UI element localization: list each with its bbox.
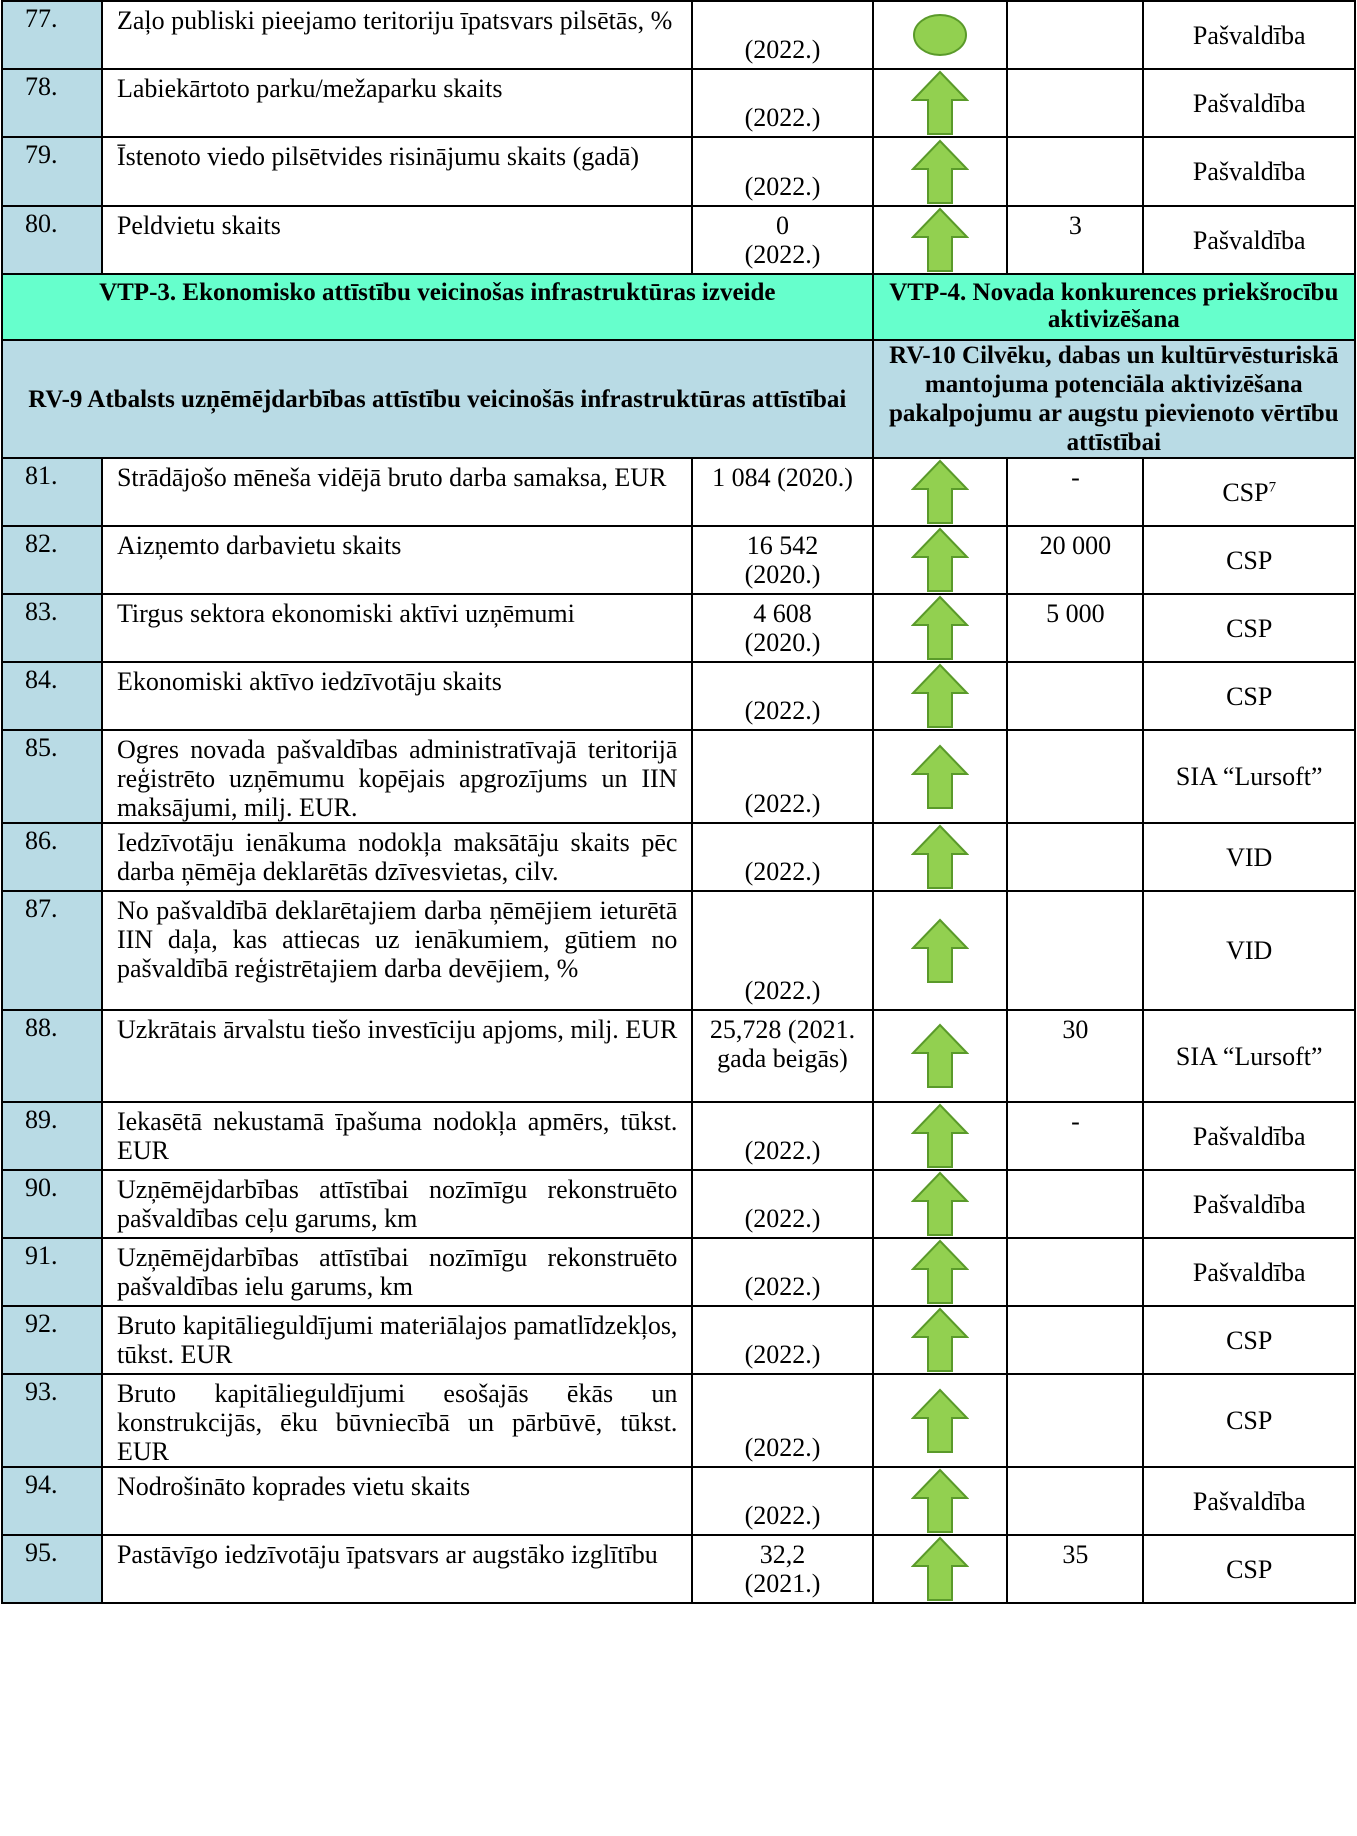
table-row bbox=[2, 206, 1355, 274]
row-number: 84. bbox=[2, 662, 102, 730]
indicator-name: Iedzīvotāju ienākuma nodokļa maksātāju skaits pēc darba ņēmēja deklarētās dzīvesvietas, cilv. bbox=[102, 823, 692, 891]
baseline-year: (2022.) bbox=[744, 789, 821, 818]
baseline-cell bbox=[692, 823, 872, 891]
target-value bbox=[1007, 1238, 1143, 1306]
indicator-name: Nodrošināto koprades vietu skaits bbox=[102, 1467, 692, 1535]
row-number: 82. bbox=[2, 526, 102, 594]
data-source-label: SIA “Lursoft” bbox=[1175, 762, 1323, 791]
table-row bbox=[2, 1306, 1355, 1374]
baseline-year: (2022.) bbox=[744, 1204, 821, 1233]
data-source-label: Pašvaldība bbox=[1192, 157, 1306, 186]
baseline-cell bbox=[692, 69, 872, 137]
arrow-up-icon bbox=[873, 1238, 1008, 1306]
row-number: 79. bbox=[2, 137, 102, 206]
data-source bbox=[1143, 1, 1355, 69]
indicator-name: Strādājošo mēneša vidējā bruto darba samaksa, EUR bbox=[102, 458, 692, 526]
baseline-year: (2022.) bbox=[744, 1501, 821, 1530]
vtp3-heading: VTP-3. Ekonomisko attīstību veicinošas infrastruktūras izveide bbox=[2, 274, 873, 340]
table-row bbox=[2, 1467, 1355, 1535]
data-source bbox=[1143, 69, 1355, 137]
row-number: 83. bbox=[2, 594, 102, 662]
indicator-name: Peldvietu skaits bbox=[102, 206, 692, 274]
baseline-year: (2022.) bbox=[744, 172, 821, 201]
indicator-name: Bruto kapitālieguldījumi materiālajos pamatlīdzekļos, tūkst. EUR bbox=[102, 1306, 692, 1374]
indicator-name: Īstenoto viedo pilsētvides risinājumu skaits (gadā) bbox=[102, 137, 692, 206]
arrow-up-icon bbox=[873, 137, 1008, 206]
arrow-up-icon bbox=[873, 69, 1008, 137]
baseline-year: (2022.) bbox=[744, 1136, 821, 1165]
baseline-value: 0 bbox=[776, 211, 790, 240]
row-number: 87. bbox=[2, 891, 102, 1010]
row-number: 85. bbox=[2, 730, 102, 823]
data-source bbox=[1143, 1467, 1355, 1535]
table-row bbox=[2, 1535, 1355, 1603]
table-row bbox=[2, 662, 1355, 730]
data-source bbox=[1143, 662, 1355, 730]
data-source-label: VID bbox=[1226, 936, 1273, 965]
baseline-year: (2022.) bbox=[744, 976, 821, 1005]
stable-circle-icon bbox=[873, 1, 1008, 69]
indicators-table bbox=[1, 0, 1356, 1604]
target-value bbox=[1007, 1170, 1143, 1238]
arrow-up-icon bbox=[873, 1306, 1008, 1374]
data-source-label: Pašvaldība bbox=[1192, 1189, 1306, 1219]
data-source bbox=[1143, 206, 1355, 274]
row-number: 80. bbox=[2, 206, 102, 274]
baseline-value: 4 608 bbox=[753, 599, 812, 628]
baseline-cell bbox=[692, 730, 872, 823]
data-source bbox=[1143, 458, 1355, 526]
indicator-name: Zaļo publiski pieejamo teritoriju īpatsvars pilsētās, % bbox=[102, 1, 692, 69]
target-value: 35 bbox=[1007, 1535, 1143, 1603]
baseline-year: (2020.) bbox=[744, 560, 821, 589]
table-row bbox=[2, 1, 1355, 69]
baseline-year: (2022.) bbox=[744, 857, 821, 886]
baseline-cell bbox=[692, 662, 872, 730]
indicator-name: No pašvaldībā deklarētajiem darba ņēmējiem ieturētā IIN daļa, kas attiecas uz ienākumiem, gūtiem no pašvaldībā reģistrētajiem darba devējiem, % bbox=[102, 891, 692, 1010]
table-row bbox=[2, 891, 1355, 1010]
row-number: 77. bbox=[2, 1, 102, 69]
baseline-year: (2022.) bbox=[744, 103, 821, 132]
row-number: 95. bbox=[2, 1535, 102, 1603]
baseline-year: (2022.) bbox=[744, 696, 821, 725]
target-value bbox=[1007, 1, 1143, 69]
target-value bbox=[1007, 137, 1143, 206]
arrow-up-icon bbox=[873, 206, 1008, 274]
rv9-heading: RV-9 Atbalsts uzņēmējdarbības attīstību veicinošās infrastruktūras attīstībai bbox=[2, 340, 873, 458]
baseline-value bbox=[693, 1171, 871, 1175]
data-source-label: CSP bbox=[1226, 1554, 1273, 1584]
table-row bbox=[2, 1170, 1355, 1238]
table-row bbox=[2, 526, 1355, 594]
data-source-label: Pašvaldība bbox=[1192, 1121, 1306, 1151]
target-value: 20 000 bbox=[1007, 526, 1143, 594]
target-value: - bbox=[1007, 458, 1143, 526]
baseline-value bbox=[693, 1103, 871, 1107]
arrow-up-icon bbox=[873, 662, 1008, 730]
indicator-name: Pastāvīgo iedzīvotāju īpatsvars ar augstāko izglītību bbox=[102, 1535, 692, 1603]
baseline-cell bbox=[692, 594, 872, 662]
indicator-name: Ogres novada pašvaldības administratīvajā teritorijā reģistrēto uzņēmumu kopējais apgrozījums un IIN maksājumi, milj. EUR. bbox=[102, 730, 692, 823]
table-row bbox=[2, 1374, 1355, 1467]
table-row bbox=[2, 823, 1355, 891]
target-value bbox=[1007, 891, 1143, 1010]
indicator-name: Tirgus sektora ekonomiski aktīvi uzņēmumi bbox=[102, 594, 692, 662]
data-source-label: CSP bbox=[1226, 613, 1273, 643]
baseline-cell bbox=[692, 891, 872, 1010]
baseline-value bbox=[693, 70, 871, 74]
arrow-up-icon bbox=[873, 1102, 1008, 1170]
indicator-name: Ekonomiski aktīvo iedzīvotāju skaits bbox=[102, 662, 692, 730]
target-value bbox=[1007, 730, 1143, 823]
baseline-value: 32,2 bbox=[759, 1540, 806, 1569]
baseline-value bbox=[693, 138, 871, 142]
baseline-value: 16 542 bbox=[746, 531, 819, 560]
row-number: 88. bbox=[2, 1010, 102, 1102]
data-source bbox=[1143, 526, 1355, 594]
row-number: 93. bbox=[2, 1374, 102, 1467]
baseline-value bbox=[693, 1468, 871, 1472]
baseline-cell bbox=[692, 458, 872, 526]
baseline-year: (2022.) bbox=[744, 1433, 821, 1462]
baseline-value bbox=[693, 1307, 871, 1311]
row-number: 92. bbox=[2, 1306, 102, 1374]
data-source-label: CSP bbox=[1226, 1406, 1273, 1435]
row-number: 81. bbox=[2, 458, 102, 526]
baseline-cell bbox=[692, 1374, 872, 1467]
table-row bbox=[2, 137, 1355, 206]
arrow-up-icon bbox=[873, 823, 1008, 891]
arrow-up-icon bbox=[873, 1010, 1008, 1102]
arrow-up-icon bbox=[873, 730, 1008, 823]
baseline-value: 25,728 (2021. gada beigās) bbox=[709, 1015, 856, 1073]
data-source bbox=[1143, 823, 1355, 891]
data-source bbox=[1143, 1238, 1355, 1306]
baseline-value bbox=[693, 663, 871, 667]
baseline-year: (2020.) bbox=[744, 628, 821, 657]
indicator-name: Uzkrātais ārvalstu tiešo investīciju apjoms, milj. EUR bbox=[102, 1010, 692, 1102]
table-row bbox=[2, 594, 1355, 662]
data-source-label: Pašvaldība bbox=[1192, 1257, 1306, 1287]
arrow-up-icon bbox=[873, 526, 1008, 594]
baseline-value bbox=[693, 824, 871, 828]
baseline-cell bbox=[692, 206, 872, 274]
baseline-year: (2022.) bbox=[744, 1340, 821, 1369]
table-row bbox=[2, 1010, 1355, 1102]
indicator-name: Iekasētā nekustamā īpašuma nodokļa apmērs, tūkst. EUR bbox=[102, 1102, 692, 1170]
baseline-value bbox=[693, 731, 871, 735]
data-source-label: CSP bbox=[1226, 1325, 1273, 1355]
vtp4-heading: VTP-4. Novada konkurences priekšrocību aktivizēšana bbox=[873, 274, 1355, 340]
data-source-label: SIA “Lursoft” bbox=[1175, 1041, 1323, 1071]
row-number: 89. bbox=[2, 1102, 102, 1170]
data-source bbox=[1143, 137, 1355, 206]
arrow-up-icon bbox=[873, 1374, 1008, 1467]
target-value bbox=[1007, 662, 1143, 730]
arrow-up-icon bbox=[873, 458, 1008, 526]
target-value: 3 bbox=[1007, 206, 1143, 274]
baseline-cell bbox=[692, 1170, 872, 1238]
baseline-cell bbox=[692, 1102, 872, 1170]
baseline-year: (2022.) bbox=[744, 35, 821, 64]
target-value bbox=[1007, 823, 1143, 891]
arrow-up-icon bbox=[873, 594, 1008, 662]
table-row bbox=[2, 1238, 1355, 1306]
table-row bbox=[2, 69, 1355, 137]
arrow-up-icon bbox=[873, 1467, 1008, 1535]
arrow-up-icon bbox=[873, 1535, 1008, 1603]
indicator-name: Bruto kapitālieguldījumi esošajās ēkās un konstrukcijās, ēku būvniecībā un pārbūvē, tūkst. EUR bbox=[102, 1374, 692, 1467]
data-source-label: Pašvaldība bbox=[1192, 225, 1306, 255]
indicator-name: Aizņemto darbavietu skaits bbox=[102, 526, 692, 594]
target-value: 5 000 bbox=[1007, 594, 1143, 662]
baseline-value bbox=[693, 1375, 871, 1379]
baseline-cell bbox=[692, 1, 872, 69]
data-source-label: VID bbox=[1226, 842, 1273, 872]
target-value bbox=[1007, 1306, 1143, 1374]
row-number: 90. bbox=[2, 1170, 102, 1238]
data-source bbox=[1143, 1374, 1355, 1467]
baseline-year: (2022.) bbox=[744, 240, 821, 269]
rv10-heading: RV-10 Cilvēku, dabas un kultūrvēsturiskā mantojuma potenciāla aktivizēšana pakalpojumu ar augstu pievienoto vērtību attīstībai bbox=[873, 340, 1355, 458]
data-source bbox=[1143, 594, 1355, 662]
baseline-year: (2022.) bbox=[744, 1272, 821, 1301]
data-source bbox=[1143, 730, 1355, 823]
table-row bbox=[2, 458, 1355, 526]
table-row bbox=[2, 730, 1355, 823]
data-source-label: Pašvaldība bbox=[1192, 20, 1306, 50]
indicator-name: Uzņēmējdarbības attīstībai nozīmīgu rekonstruēto pašvaldības ielu garums, km bbox=[102, 1238, 692, 1306]
data-source bbox=[1143, 1102, 1355, 1170]
data-source bbox=[1143, 891, 1355, 1010]
target-value bbox=[1007, 1467, 1143, 1535]
arrow-up-icon bbox=[873, 891, 1008, 1010]
baseline-cell bbox=[692, 1467, 872, 1535]
baseline-value bbox=[693, 1239, 871, 1243]
data-source-label: CSP bbox=[1222, 477, 1269, 507]
target-value bbox=[1007, 69, 1143, 137]
baseline-cell bbox=[692, 1306, 872, 1374]
baseline-value bbox=[693, 892, 871, 896]
baseline-value: 1 084 (2020.) bbox=[712, 463, 853, 492]
arrow-up-icon bbox=[873, 1170, 1008, 1238]
target-value bbox=[1007, 1374, 1143, 1467]
row-number: 94. bbox=[2, 1467, 102, 1535]
data-source-label: Pašvaldība bbox=[1192, 88, 1306, 118]
data-source bbox=[1143, 1170, 1355, 1238]
baseline-cell bbox=[692, 1238, 872, 1306]
target-value: 30 bbox=[1007, 1010, 1143, 1102]
data-source bbox=[1143, 1535, 1355, 1603]
row-number: 78. bbox=[2, 69, 102, 137]
footnote-ref[interactable]: 7 bbox=[1268, 478, 1277, 495]
baseline-cell bbox=[692, 1010, 872, 1102]
baseline-cell bbox=[692, 526, 872, 594]
data-source bbox=[1143, 1306, 1355, 1374]
target-value: - bbox=[1007, 1102, 1143, 1170]
table-row bbox=[2, 1102, 1355, 1170]
row-number: 86. bbox=[2, 823, 102, 891]
data-source-label: CSP bbox=[1226, 681, 1273, 711]
baseline-value bbox=[693, 2, 871, 6]
row-number: 91. bbox=[2, 1238, 102, 1306]
indicator-name: Uzņēmējdarbības attīstībai nozīmīgu rekonstruēto pašvaldības ceļu garums, km bbox=[102, 1170, 692, 1238]
baseline-year: (2021.) bbox=[744, 1569, 821, 1598]
data-source-label: Pašvaldība bbox=[1192, 1486, 1306, 1516]
indicator-name: Labiekārtoto parku/mežaparku skaits bbox=[102, 69, 692, 137]
data-source-label: CSP bbox=[1226, 545, 1273, 575]
baseline-cell bbox=[692, 137, 872, 206]
data-source bbox=[1143, 1010, 1355, 1102]
baseline-cell bbox=[692, 1535, 872, 1603]
